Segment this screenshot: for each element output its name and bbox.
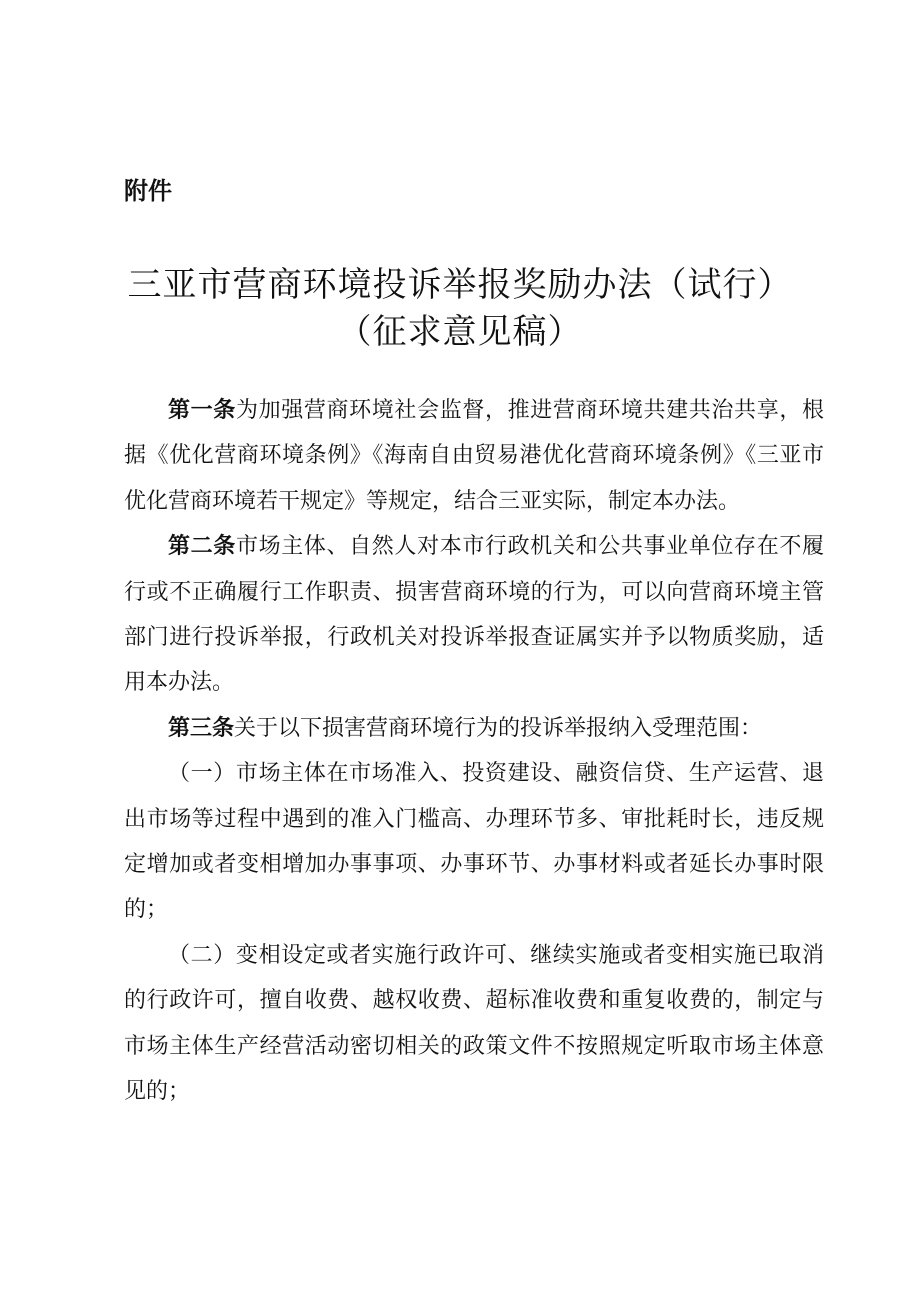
document-title: 三亚市营商环境投诉举报奖励办法（试行） [127,265,793,305]
document-body [124,388,824,1115]
article-3-item-1: （一）市场主体在市场准入、投资建设、融资信贷、生产运营、退出市场等过程中遇到的准入门槛高、办理环节多、审批耗时长，违反规定增加或者变相增加办事事项、办事环节、办事材料或者延长办事时限的； [124,761,824,923]
article-2-text: 市场主体、自然人对本市行政机关和公共事业单位存在不履行或不正确履行工作职责、损害营商环境的行为，可以向营商环境主管部门进行投诉举报，行政机关对投诉举报查证属实并予以物质奖励，适用本办法。 [124,534,824,696]
article-2-heading: 第二条 [168,534,236,560]
article-1-heading: 第一条 [168,398,236,423]
attachment-label: 附件 [124,177,172,205]
article-1 [124,388,824,524]
article-3-text: 关于以下损害营商环境行为的投诉举报纳入受理范围： [234,715,763,741]
document-subtitle: （征求意见稿） [337,312,583,352]
article-2 [124,524,824,706]
article-3 [124,706,824,751]
article-3-item-2: （二）变相设定或者实施行政许可、继续实施或者变相实施已取消的行政许可，擅自收费、越权收费、超标准收费和重复收费的，制定与市场主体生产经营活动密切相关的政策文件不按照规定听取市场主体意见的； [124,942,824,1105]
article-1-text: 为加强营商环境社会监督，推进营商环境共建共治共享，根据《优化营商环境条例》《海南自由贸易港优化营商环境条例》《三亚市优化营商环境若干规定》等规定，结合三亚实际，制定本办法。 [124,398,824,514]
article-3-heading: 第三条 [168,715,235,741]
